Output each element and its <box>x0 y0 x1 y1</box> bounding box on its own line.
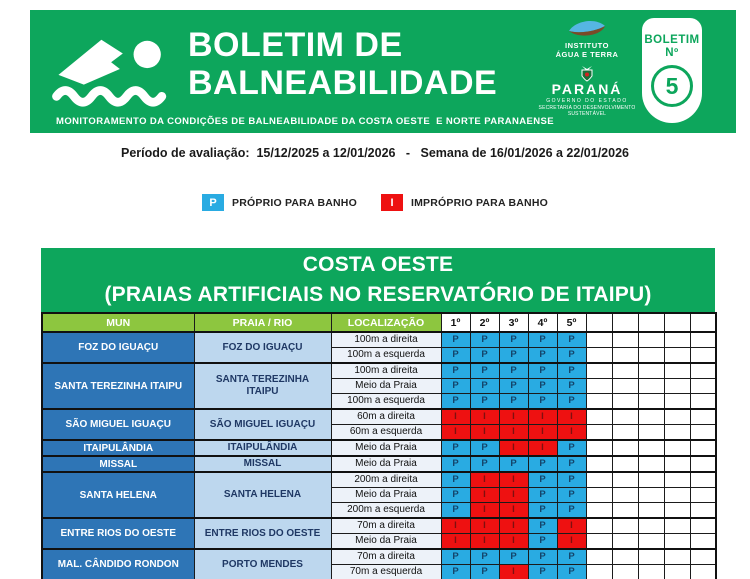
status-cell: P <box>441 488 470 503</box>
empty-cell <box>664 348 690 364</box>
status-cell: P <box>499 549 528 565</box>
parana-logo-label: PARANÁ <box>551 81 623 97</box>
instituto-agua-terra-label <box>556 41 619 59</box>
empty-cell <box>664 565 690 579</box>
status-cell: P <box>528 348 557 364</box>
empty-cell <box>664 363 690 379</box>
status-cell: I <box>441 534 470 550</box>
column-header-praia: PRAIA / RIO <box>194 313 331 332</box>
status-cell: I <box>441 409 470 425</box>
status-cell: I <box>441 425 470 441</box>
empty-cell <box>664 332 690 348</box>
location-cell: Meio da Praia <box>331 534 441 550</box>
empty-cell <box>664 518 690 534</box>
status-cell: I <box>470 534 499 550</box>
empty-cell <box>612 534 638 550</box>
empty-cell <box>664 409 690 425</box>
empty-cell <box>664 456 690 472</box>
status-cell: I <box>557 425 586 441</box>
empty-cell <box>690 472 716 488</box>
bulletin-number-circle <box>651 65 693 107</box>
empty-cell <box>690 394 716 410</box>
municipality-cell: FOZ DO IGUAÇU <box>42 332 194 363</box>
municipality-cell: SANTA TEREZINHA ITAIPU <box>42 363 194 409</box>
status-cell: P <box>557 363 586 379</box>
proper-symbol-box: P <box>202 194 224 211</box>
empty-cell <box>586 332 612 348</box>
status-cell: P <box>557 348 586 364</box>
agency-logos <box>535 19 639 117</box>
week-header-2: 2º <box>470 313 499 332</box>
status-cell: I <box>470 518 499 534</box>
status-cell: P <box>470 456 499 472</box>
bulletin-title-line1: BOLETIM DE <box>188 26 403 64</box>
table-row <box>42 456 716 472</box>
legend-improper <box>381 194 548 211</box>
empty-cell <box>638 409 664 425</box>
table-title <box>41 248 715 312</box>
legend <box>0 194 750 211</box>
status-cell: P <box>470 363 499 379</box>
empty-cell <box>638 394 664 410</box>
status-cell: I <box>499 503 528 519</box>
location-cell: 60m a direita <box>331 409 441 425</box>
location-cell: 100m a direita <box>331 332 441 348</box>
empty-cell <box>612 348 638 364</box>
week-header-5: 5º <box>557 313 586 332</box>
table-title-line1: COSTA OESTE <box>302 253 454 276</box>
beach-cell: SANTA HELENA <box>194 472 331 518</box>
status-cell: P <box>441 472 470 488</box>
bulletin-title-line2: BALNEABILIDADE <box>188 64 498 102</box>
week-header-4: 4º <box>528 313 557 332</box>
empty-cell <box>586 425 612 441</box>
status-cell: I <box>470 472 499 488</box>
empty-cell <box>638 440 664 456</box>
week-header-empty <box>690 313 716 332</box>
status-cell: P <box>528 534 557 550</box>
empty-cell <box>638 379 664 394</box>
empty-cell <box>638 456 664 472</box>
empty-cell <box>638 363 664 379</box>
beach-cell: MISSAL <box>194 456 331 472</box>
municipality-cell: ENTRE RIOS DO OESTE <box>42 518 194 549</box>
swimmer-icon <box>52 32 180 110</box>
status-cell: P <box>528 363 557 379</box>
week-header-empty <box>638 313 664 332</box>
masthead <box>30 10 736 133</box>
beach-cell: PORTO MENDES <box>194 549 331 579</box>
empty-cell <box>612 565 638 579</box>
status-cell: I <box>499 518 528 534</box>
status-cell: I <box>499 488 528 503</box>
status-cell: I <box>499 534 528 550</box>
empty-cell <box>690 456 716 472</box>
week-header-empty <box>612 313 638 332</box>
empty-cell <box>664 488 690 503</box>
status-cell: P <box>470 394 499 410</box>
proper-label: PRÓPRIO PARA BANHO <box>232 196 357 209</box>
status-cell: P <box>441 440 470 456</box>
status-cell: P <box>528 518 557 534</box>
empty-cell <box>586 363 612 379</box>
empty-cell <box>612 503 638 519</box>
status-cell: P <box>499 379 528 394</box>
empty-cell <box>586 409 612 425</box>
empty-cell <box>664 425 690 441</box>
empty-cell <box>638 565 664 579</box>
empty-cell <box>586 565 612 579</box>
improper-label: IMPRÓPRIO PARA BANHO <box>410 196 548 209</box>
empty-cell <box>690 503 716 519</box>
empty-cell <box>612 394 638 410</box>
location-cell: Meio da Praia <box>331 440 441 456</box>
empty-cell <box>612 472 638 488</box>
empty-cell <box>586 394 612 410</box>
status-cell: P <box>441 394 470 410</box>
status-cell: P <box>441 379 470 394</box>
empty-cell <box>586 488 612 503</box>
location-cell: 70m a direita <box>331 549 441 565</box>
status-cell: I <box>441 518 470 534</box>
empty-cell <box>638 425 664 441</box>
location-cell: 200m a esquerda <box>331 503 441 519</box>
status-cell: P <box>557 472 586 488</box>
badge-label-line1: BOLETIM <box>644 34 700 46</box>
beach-cell: SANTA TEREZINHA ITAIPU <box>194 363 331 409</box>
empty-cell <box>690 348 716 364</box>
empty-cell <box>612 456 638 472</box>
status-cell: P <box>441 503 470 519</box>
bulletin-title <box>188 26 497 102</box>
status-cell: P <box>557 503 586 519</box>
table-title-line2: (PRAIAS ARTIFICIAIS NO RESERVATÓRIO DE ITAIPU) <box>104 283 652 306</box>
empty-cell <box>612 518 638 534</box>
table-row <box>42 363 716 379</box>
location-cell: 200m a direita <box>331 472 441 488</box>
empty-cell <box>638 348 664 364</box>
status-cell: P <box>499 363 528 379</box>
improper-symbol-box: I <box>381 194 403 211</box>
results-grid <box>41 312 717 579</box>
empty-cell <box>638 332 664 348</box>
empty-cell <box>664 440 690 456</box>
week-header-1: 1º <box>441 313 470 332</box>
status-cell: P <box>557 394 586 410</box>
empty-cell <box>586 440 612 456</box>
empty-cell <box>690 534 716 550</box>
status-cell: P <box>441 549 470 565</box>
empty-cell <box>638 534 664 550</box>
empty-cell <box>586 348 612 364</box>
empty-cell <box>612 549 638 565</box>
status-cell: P <box>499 394 528 410</box>
location-cell: 100m a esquerda <box>331 394 441 410</box>
empty-cell <box>638 488 664 503</box>
empty-cell <box>612 409 638 425</box>
status-cell: P <box>528 379 557 394</box>
empty-cell <box>664 379 690 394</box>
empty-cell <box>690 488 716 503</box>
status-cell: I <box>557 409 586 425</box>
beach-cell: FOZ DO IGUAÇU <box>194 332 331 363</box>
location-cell: 70m a direita <box>331 518 441 534</box>
empty-cell <box>638 518 664 534</box>
status-cell: P <box>499 332 528 348</box>
empty-cell <box>690 565 716 579</box>
status-cell: P <box>557 440 586 456</box>
empty-cell <box>612 363 638 379</box>
status-cell: I <box>499 409 528 425</box>
status-cell: P <box>441 456 470 472</box>
status-cell: P <box>557 549 586 565</box>
empty-cell <box>586 456 612 472</box>
table-row <box>42 472 716 488</box>
status-cell: P <box>441 565 470 579</box>
status-cell: P <box>470 379 499 394</box>
status-cell: P <box>470 440 499 456</box>
table-row <box>42 549 716 565</box>
status-cell: I <box>499 440 528 456</box>
empty-cell <box>690 379 716 394</box>
municipality-cell: SÃO MIGUEL IGUAÇU <box>42 409 194 440</box>
status-cell: P <box>470 549 499 565</box>
empty-cell <box>690 363 716 379</box>
balneability-table <box>41 248 715 579</box>
empty-cell <box>586 534 612 550</box>
table-row <box>42 332 716 348</box>
empty-cell <box>664 472 690 488</box>
empty-cell <box>690 518 716 534</box>
municipality-cell: SANTA HELENA <box>42 472 194 518</box>
empty-cell <box>612 425 638 441</box>
status-cell: I <box>557 518 586 534</box>
status-cell: I <box>528 409 557 425</box>
empty-cell <box>586 503 612 519</box>
empty-cell <box>690 549 716 565</box>
status-cell: P <box>499 456 528 472</box>
status-cell: I <box>470 488 499 503</box>
parana-secretary-label: SECRETARIA DO DESENVOLVIMENTO SUSTENTÁVEL <box>538 105 636 117</box>
location-cell: 70m a esquerda <box>331 565 441 579</box>
status-cell: I <box>499 425 528 441</box>
empty-cell <box>690 332 716 348</box>
empty-cell <box>586 518 612 534</box>
status-cell: I <box>499 472 528 488</box>
status-cell: P <box>528 549 557 565</box>
empty-cell <box>612 440 638 456</box>
empty-cell <box>612 332 638 348</box>
legend-proper <box>202 194 357 211</box>
empty-cell <box>638 503 664 519</box>
empty-cell <box>638 549 664 565</box>
week-header-empty <box>664 313 690 332</box>
status-cell: P <box>528 472 557 488</box>
week-header-empty <box>586 313 612 332</box>
empty-cell <box>690 440 716 456</box>
location-cell: 100m a direita <box>331 363 441 379</box>
status-cell: P <box>470 348 499 364</box>
municipality-cell: MAL. CÂNDIDO RONDON <box>42 549 194 579</box>
empty-cell <box>664 549 690 565</box>
location-cell: 100m a esquerda <box>331 348 441 364</box>
status-cell: I <box>528 425 557 441</box>
status-cell: P <box>557 565 586 579</box>
status-cell: I <box>470 409 499 425</box>
iat-label-line2: ÁGUA E TERRA <box>555 50 619 59</box>
status-cell: P <box>470 332 499 348</box>
status-cell: P <box>441 332 470 348</box>
empty-cell <box>586 472 612 488</box>
status-cell: P <box>557 488 586 503</box>
week-header-3: 3º <box>499 313 528 332</box>
status-cell: P <box>557 456 586 472</box>
table-header-row <box>42 313 716 332</box>
empty-cell <box>664 503 690 519</box>
status-cell: P <box>470 565 499 579</box>
empty-cell <box>664 394 690 410</box>
iat-label-line1: INSTITUTO <box>565 41 609 50</box>
beach-cell: ENTRE RIOS DO OESTE <box>194 518 331 549</box>
evaluation-period-text: Período de avaliação: 15/12/2025 a 12/01/2026 - Semana de 16/01/2026 a 22/01/2026 <box>121 146 629 160</box>
empty-cell <box>638 472 664 488</box>
status-cell: P <box>557 379 586 394</box>
table-row <box>42 518 716 534</box>
column-header-localizacao: LOCALIZAÇÃO <box>331 313 441 332</box>
status-cell: P <box>528 456 557 472</box>
bulletin-number-badge <box>642 18 702 123</box>
status-cell: I <box>470 425 499 441</box>
empty-cell <box>664 534 690 550</box>
instituto-agua-terra-icon <box>567 19 607 39</box>
beach-cell: ITAIPULÂNDIA <box>194 440 331 456</box>
badge-label <box>644 34 699 60</box>
bulletin-subtitle: MONITORAMENTO DA CONDIÇÕES DE BALNEABILIDADE DA COSTA OESTE E NORTE PARANAENSE <box>56 116 555 127</box>
location-cell: Meio da Praia <box>331 379 441 394</box>
empty-cell <box>612 488 638 503</box>
status-cell: P <box>528 332 557 348</box>
bulletin-number: 5 <box>665 72 679 99</box>
empty-cell <box>586 379 612 394</box>
empty-cell <box>612 379 638 394</box>
location-cell: 60m a esquerda <box>331 425 441 441</box>
empty-cell <box>586 549 612 565</box>
parana-crest-icon <box>578 65 596 82</box>
column-header-mun: MUN <box>42 313 194 332</box>
location-cell: Meio da Praia <box>331 456 441 472</box>
beach-cell: SÃO MIGUEL IGUAÇU <box>194 409 331 440</box>
table-row <box>42 440 716 456</box>
status-cell: P <box>528 394 557 410</box>
location-cell: Meio da Praia <box>331 488 441 503</box>
status-cell: P <box>499 348 528 364</box>
empty-cell <box>690 425 716 441</box>
status-cell: P <box>557 332 586 348</box>
status-cell: P <box>528 503 557 519</box>
status-cell: P <box>441 363 470 379</box>
municipality-cell: MISSAL <box>42 456 194 472</box>
table-row <box>42 409 716 425</box>
badge-label-line2: Nº <box>665 47 679 59</box>
municipality-cell: ITAIPULÂNDIA <box>42 440 194 456</box>
status-cell: I <box>528 440 557 456</box>
status-cell: I <box>470 503 499 519</box>
status-cell: I <box>499 565 528 579</box>
parana-government-label: GOVERNO DO ESTADO <box>546 98 628 104</box>
status-cell: P <box>528 488 557 503</box>
empty-cell <box>690 409 716 425</box>
status-cell: P <box>441 348 470 364</box>
status-cell: I <box>557 534 586 550</box>
status-cell: P <box>528 565 557 579</box>
